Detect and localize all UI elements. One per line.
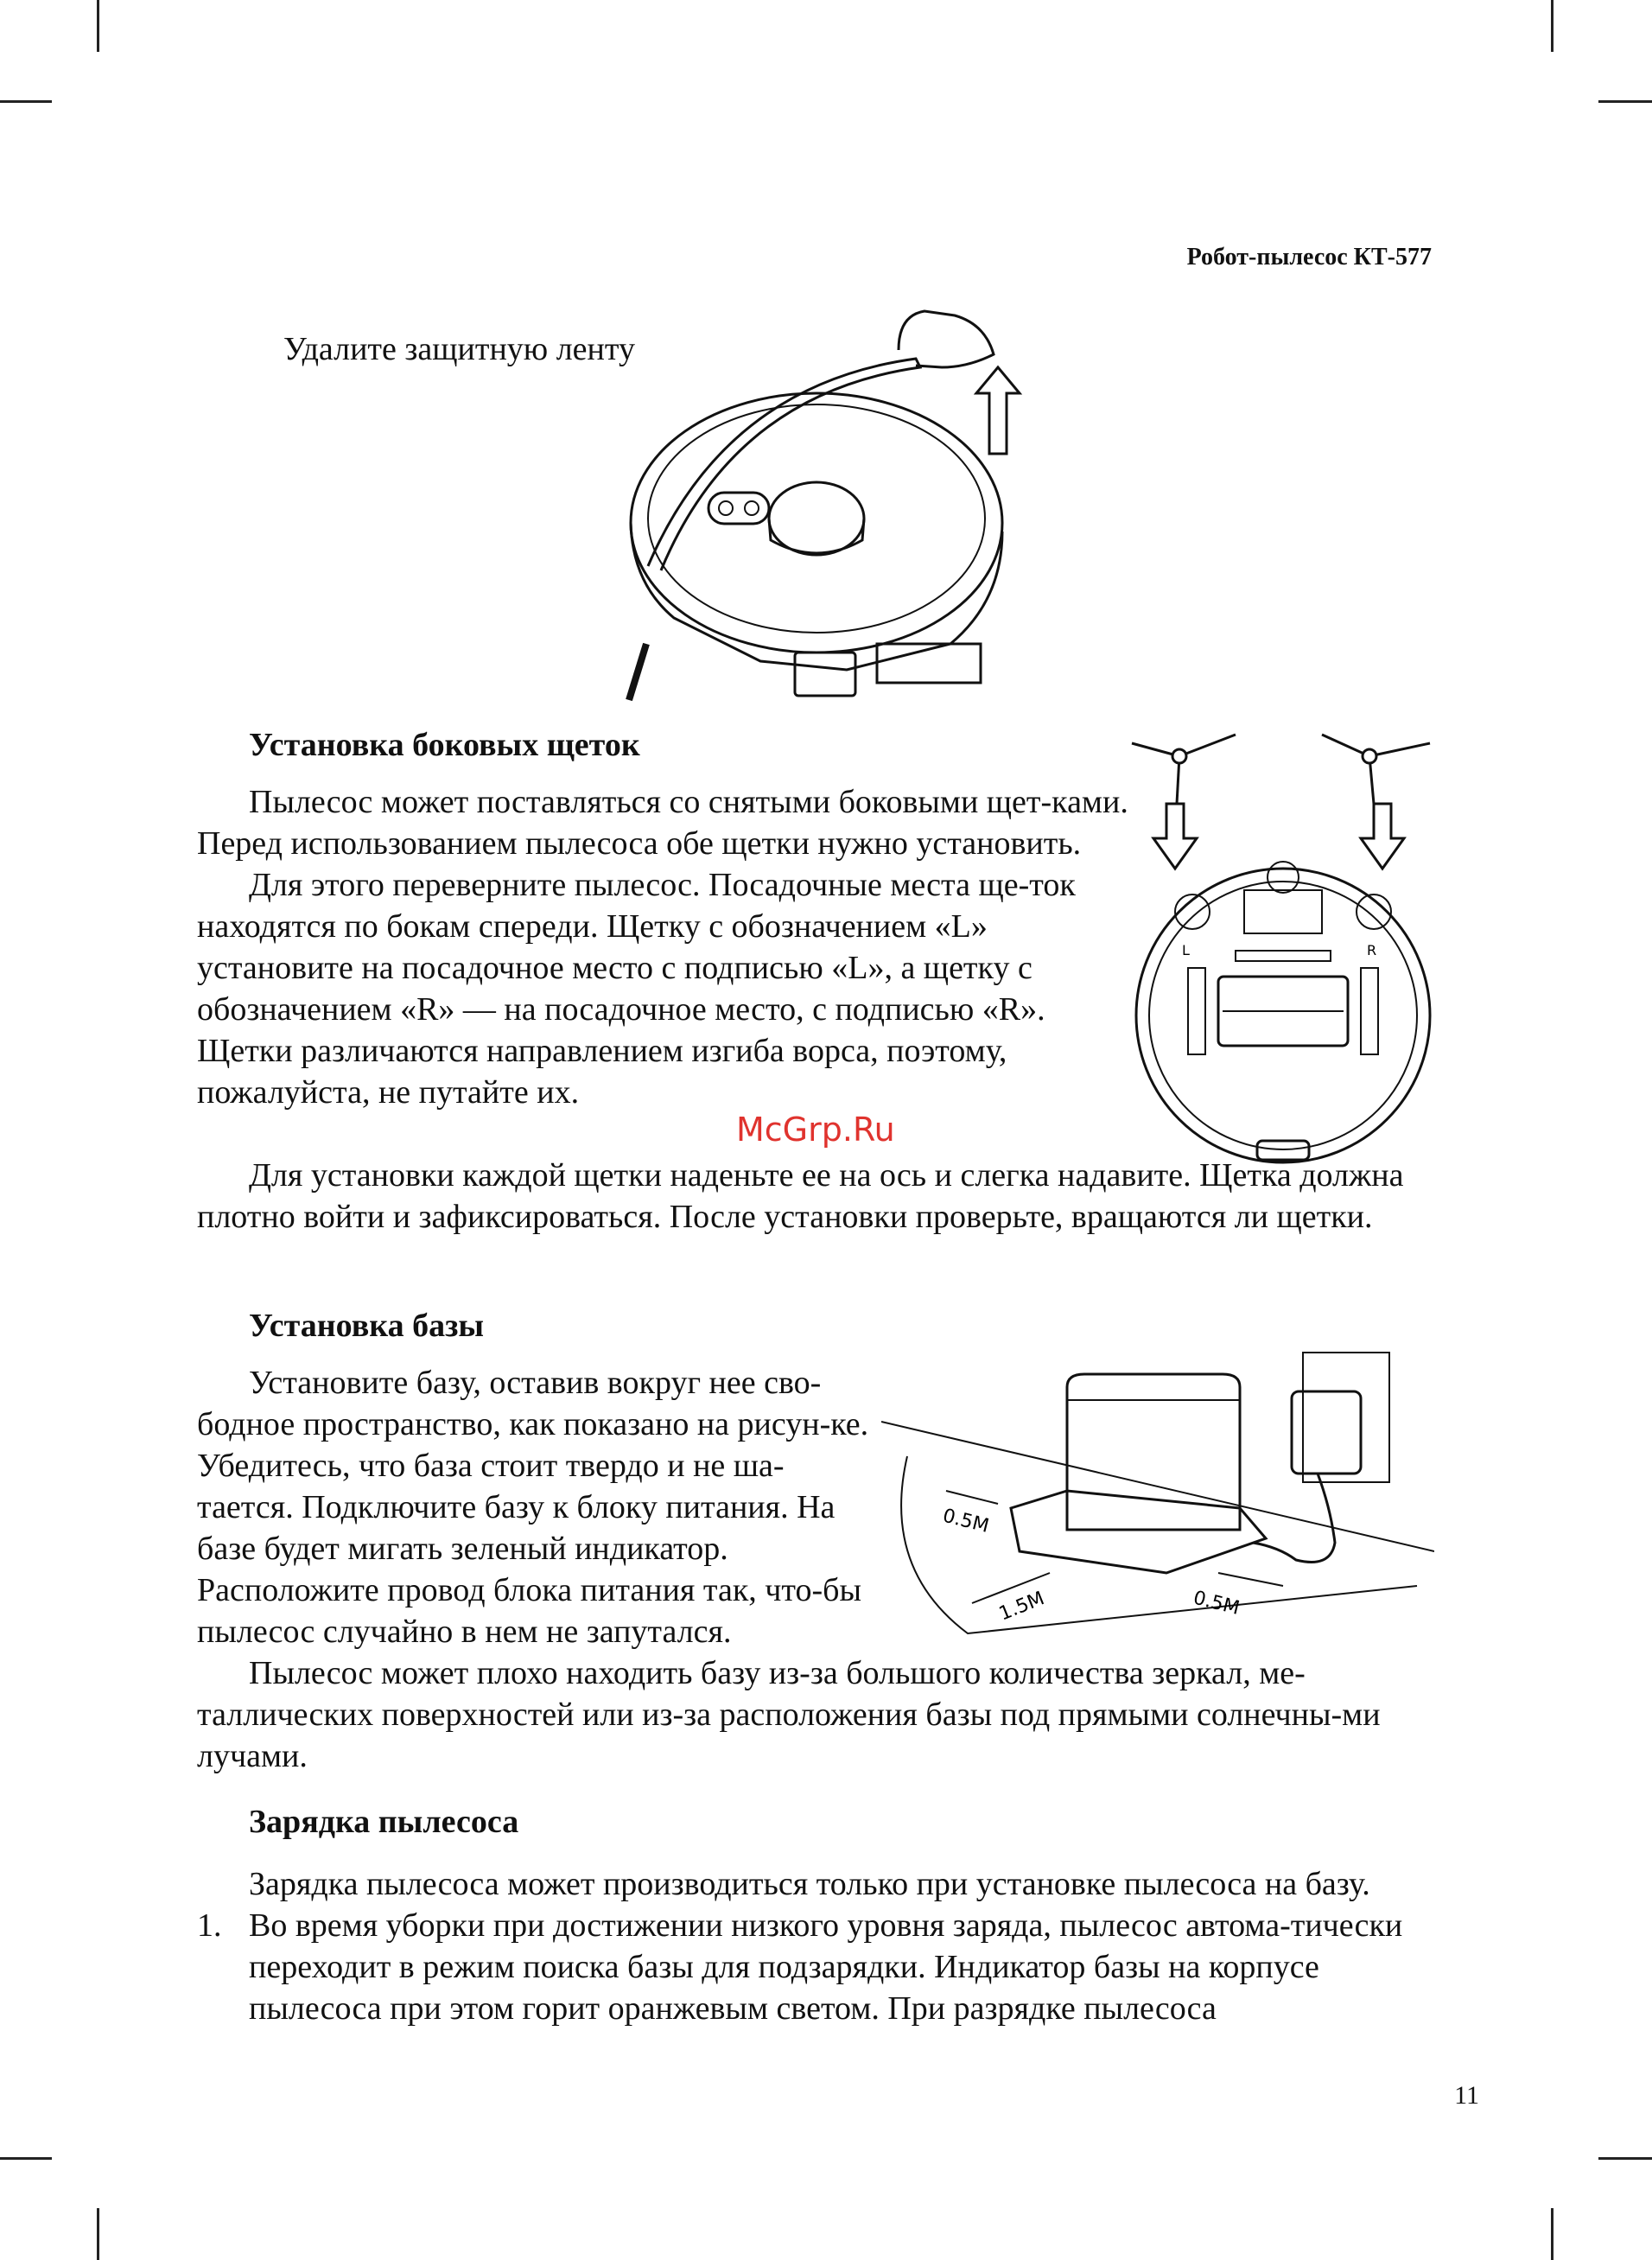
- crop-mark: [97, 0, 99, 52]
- side-brushes-text: [197, 781, 1130, 1113]
- list-item: [197, 1905, 1433, 2029]
- list-item-number: 1.: [197, 1907, 222, 1944]
- side-brushes-paragraph-2: Для этого переверните пылесос. Посадочные места ще-ток находятся по бокам спереди. Щетку с обозначением «L» установите на посадочное место с подписью «L», а щетку с обозначением «R» — на посадочное место, с подписью «R». Щетки различаются направлением изгиба ворса, поэтому, пожалуйста, не путайте их.: [197, 867, 1076, 1111]
- page-number: 11: [1454, 2081, 1479, 2110]
- base-text: [197, 1362, 875, 1652]
- base-paragraph-1: Установите базу, оставив вокруг нее сво-бодное пространство, как показано на рисун-ке. Убедитесь, что база стоит твердо и не ша-тается. Подключите базу к блоку питания. На базе будет мигать зеленый индикатор. Расположите провод блока питания так, что-бы пылесос случайно в нем не запутался.: [197, 1365, 869, 1650]
- crop-mark: [0, 2157, 52, 2160]
- crop-mark: [1551, 0, 1554, 52]
- list-item-text: Во время уборки при достижении низкого уровня заряда, пылесос автома-тически переходит в режим поиска базы для подзарядки. Индикатор базы на корпусе пылесоса при этом горит оранжевым светом. При разрядке пылесоса: [249, 1907, 1403, 2027]
- section-heading-base: Установка базы: [249, 1308, 485, 1344]
- underside-label-r: R: [1367, 942, 1377, 958]
- underside-label-l: L: [1182, 942, 1190, 958]
- crop-mark: [1598, 100, 1652, 103]
- watermark: McGrp.Ru: [736, 1111, 895, 1149]
- robot-underside-illustration: [1115, 717, 1452, 1167]
- base-text-2: [197, 1652, 1424, 1777]
- section-heading-charging: Зарядка пылесоса: [249, 1804, 519, 1840]
- crop-mark: [97, 2208, 99, 2260]
- dim-right: 0.5M: [1191, 1587, 1242, 1620]
- side-brushes-paragraph-1: Пылесос может поставляться со снятыми боковыми щет-ками. Перед использованием пылесоса обе щетки нужно установить.: [197, 784, 1128, 862]
- crop-mark: [0, 100, 52, 103]
- running-header: Робот-пылесос КТ-577: [1186, 244, 1432, 271]
- side-brushes-text-2: [197, 1155, 1424, 1238]
- dim-front: 1.5M: [995, 1588, 1048, 1626]
- side-brushes-paragraph-3: Для установки каждой щетки наденьте ее на ось и слегка надавите. Щетка должна плотно войти и зафиксироваться. После установки проверьте, вращаются ли щетки.: [197, 1157, 1404, 1235]
- dim-left: 0.5M: [940, 1505, 991, 1537]
- charging-text: [197, 1863, 1433, 2029]
- base-placement-illustration: [881, 1344, 1434, 1659]
- charging-paragraph-1: Зарядка пылесоса может производиться только при установке пылесоса на базу.: [249, 1866, 1370, 1902]
- crop-mark: [1598, 2157, 1652, 2160]
- crop-mark: [1551, 2208, 1554, 2260]
- tape-caption: Удалите защитную ленту: [283, 331, 635, 367]
- base-paragraph-2: Пылесос может плохо находить базу из-за большого количества зеркал, ме-таллических поверхностей или из-за расположения базы под прямыми солнечны-ми лучами.: [197, 1655, 1381, 1774]
- section-heading-side-brushes: Установка боковых щеток: [249, 727, 640, 763]
- robot-tape-illustration: [622, 307, 1028, 704]
